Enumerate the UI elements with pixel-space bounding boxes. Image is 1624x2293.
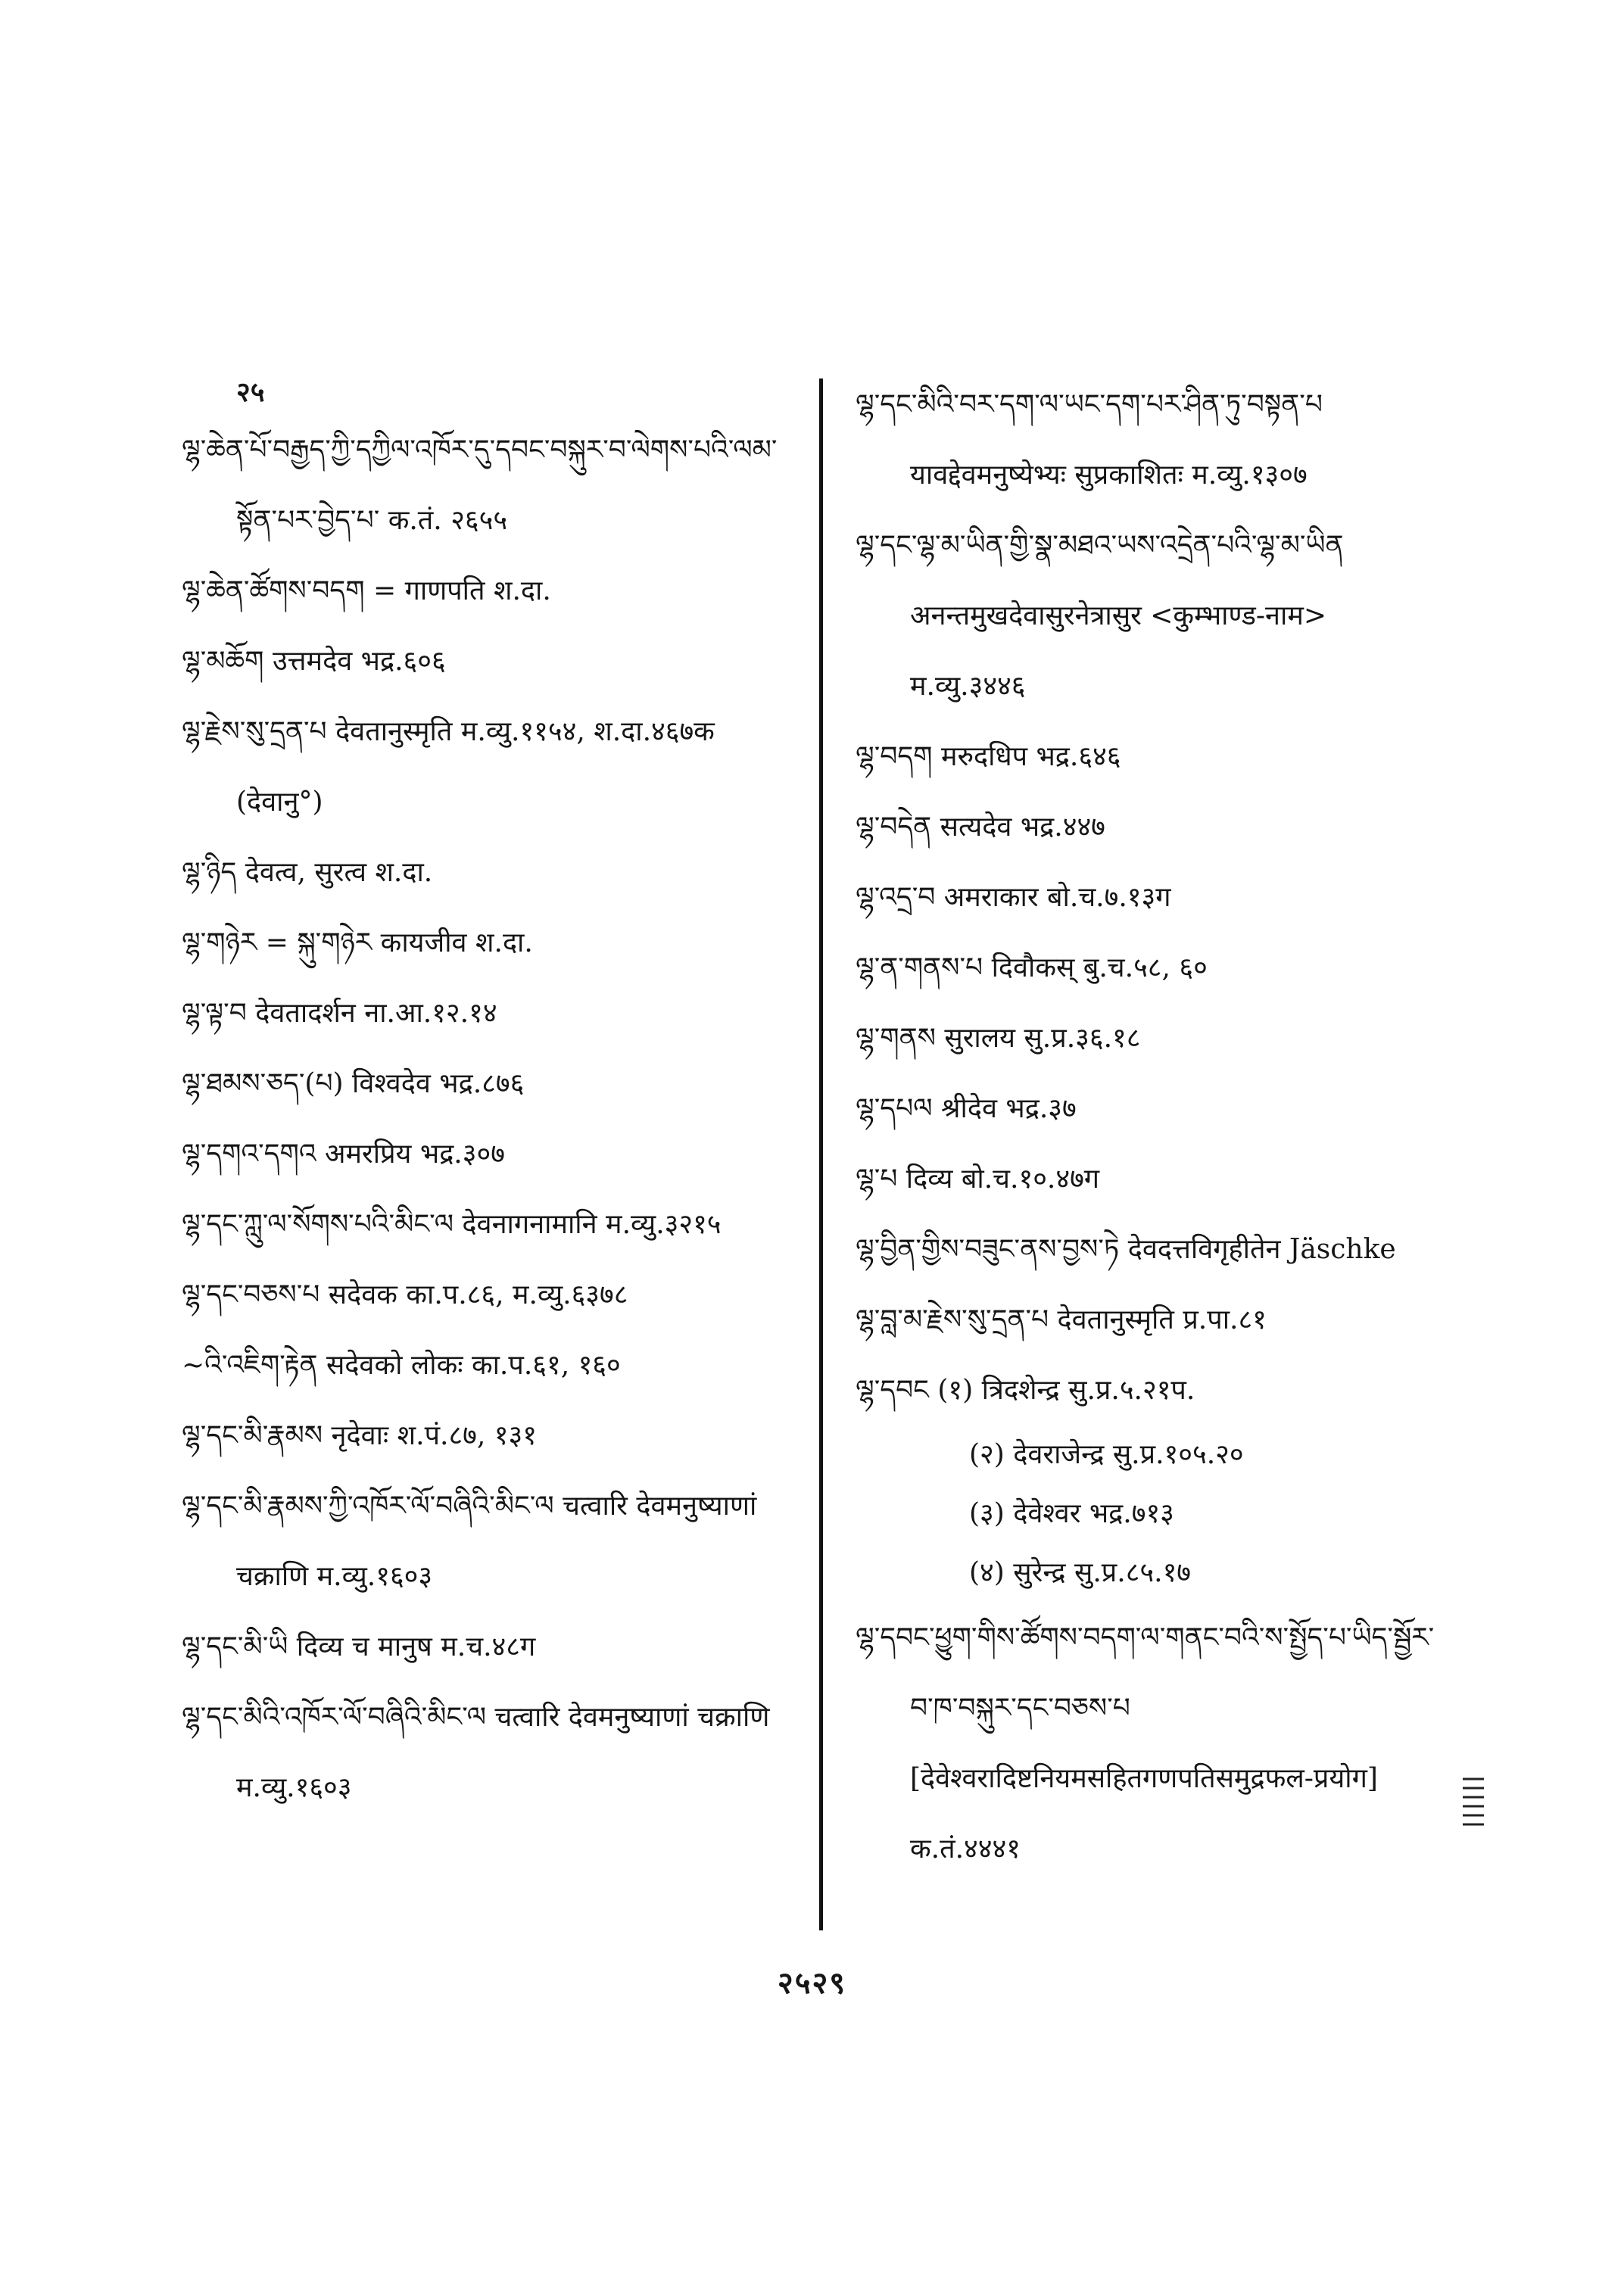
entry-5: ལྷ་ཉིད देवत्व, सुरत्व श.दा. — [182, 857, 433, 888]
entry-r6: ལྷ་ན་གནས་པ दिवौकस् बु.च.५८, ६० — [856, 952, 1208, 983]
entry-r10: ལྷ་བྱིན་གྱིས་བཟུང་ནས་བྱས་ཏེ देवदत्तविगृहीतेन Jäschke — [856, 1234, 1396, 1265]
entry-7: ལྷ་ལྟ་བ देवतादर्शन ना.आ.१२.१४ — [182, 998, 497, 1029]
entry-16: ལྷ་དང་མིའི་འཁོར་ལོ་བཞིའི་མིང་ལ चत्वारि देवमनुष्याणां चक्राणि म.व्यु.१६०३ — [182, 1702, 770, 1803]
sub-entry-3: (३) देवेश्वर भद्र.७१३ — [969, 1498, 1174, 1529]
entry-14: ལྷ་དང་མི་རྣམས་ཀྱི་འཁོར་ལོ་བཞིའི་མིང་ལ चत्वारि देवमनुष्याणां चक्राणि म.व्यु.१६०३ — [182, 1491, 757, 1592]
entry-r1: ལྷ་དང་མིའི་བར་དག་ལ་ཡང་དག་པར་ཤིན་ཏུ་བསྟན་པ यावद्देवमनुष्येभ्यः सुप्रकाशितः म.व्यु.१३०७ — [856, 389, 1323, 491]
entry-r2: ལྷ་དང་ལྷ་མ་ཡིན་གྱི་སྣ་མཐའ་ཡས་འདྲེན་པའི་ལྷ་མ་ཡིན अनन्तमुखदेवासुरनेत्रासुर <कुम्भाण्ड-नाम> म.व्यु.३४४६ — [856, 530, 1344, 702]
entry-r7: ལྷ་གནས सुरालय सु.प्र.३६.१८ — [856, 1023, 1141, 1054]
entry-2: ལྷ་ཆེན་ཚོགས་བདག = गाणपति श.दा. — [182, 575, 551, 606]
entry-8: ལྷ་ཐམས་ཅད་(པ) विश्वदेव भद्र.८७६ — [182, 1068, 525, 1099]
entry-r5: ལྷ་འདྲ་བ अमराकार बो.च.७.१३ग — [856, 882, 1171, 913]
margin-mark-icon — [1461, 1771, 1488, 1832]
column-divider — [819, 379, 823, 1930]
sub-entry-2: (२) देवराजेन्द्र सु.प्र.१०५.२० — [969, 1439, 1244, 1470]
left-column — [182, 369, 803, 1823]
entry-11: ལྷ་དང་བཅས་པ सदेवक का.प.८६, म.व्यु.६३७८ — [182, 1279, 628, 1310]
entry-r9: ལྷ་པ दिव्य बो.च.१०.४७ग — [856, 1164, 1100, 1195]
entry-1: ལྷ་ཆེན་པོ་བརྒྱད་ཀྱི་དཀྱིལ་འཁོར་དུ་དབང་བསྐུར་བ་ལེགས་པའི་ལམ་སྟོན་པར་བྱེད་པ་ क.तं. २६५५ — [182, 435, 778, 536]
page-number: २५२९ — [777, 1965, 847, 2001]
entry-r12: ལྷ་དབང (१) त्रिदशेन्द्र सु.प्र.५.२१प. — [856, 1375, 1195, 1406]
entry-13: ལྷ་དང་མི་རྣམས नृदेवाः श.पं.८७, १३१ — [182, 1420, 537, 1451]
entry-final: ལྷ་དབང་ཕྱུག་གིས་ཚོགས་བདག་ལ་གནང་བའི་ས་སྤྱོད་པ་ཡིད་སྦྱོར་བ་ཁ་བསྐུར་དང་བཅས་པ [देवेश्वरादिष्टनियमसहितगणपतिसमुद्रफल-प्रयोग] क.तं.४४४१ — [856, 1622, 1435, 1865]
entry-r4: ལྷ་བདེན सत्यदेव भद्र.४४७ — [856, 812, 1105, 843]
entry-12: ~འི་འཇིག་རྟེན सदेवको लोकः का.प.६१, १६० — [182, 1350, 621, 1381]
entry-r11: ལྷ་བླ་མ་རྗེས་སུ་དྲན་པ देवतानुस्मृति प्र.पा.८१ — [856, 1304, 1267, 1335]
entry-r8: ལྷ་དཔལ श्रीदेव भद्र.३७ — [856, 1093, 1077, 1124]
entry-6: ལྷ་གཉེར = སྐུ་གཉེར कायजीव श.दा. — [182, 927, 533, 958]
entry-3: ལྷ་མཆོག उत्तमदेव भद्र.६०६ — [182, 646, 446, 677]
sub-entry-4: (४) सुरेन्द्र सु.प्र.८५.१७ — [969, 1557, 1192, 1588]
right-column — [856, 369, 1446, 1884]
entry-4: ལྷ་རྗེས་སུ་དྲན་པ देवतानुस्मृति म.व्यु.११५४, श.दा.४६७क (देवानु°) — [182, 716, 715, 818]
entry-r3: ལྷ་བདག मरुदधिप भद्र.६४६ — [856, 741, 1121, 772]
entry-10: ལྷ་དང་ཀླུ་ལ་སོགས་པའི་མིང་ལ देवनागनामानि म.व्यु.३२१५ — [182, 1209, 722, 1240]
column-heading: २५ — [236, 376, 265, 408]
entry-9: ལྷ་དགའ་དགའ अमरप्रिय भद्र.३०७ — [182, 1139, 505, 1170]
entry-15: ལྷ་དང་མི་ཡི दिव्य च मानुष म.च.४८ग — [182, 1631, 536, 1662]
